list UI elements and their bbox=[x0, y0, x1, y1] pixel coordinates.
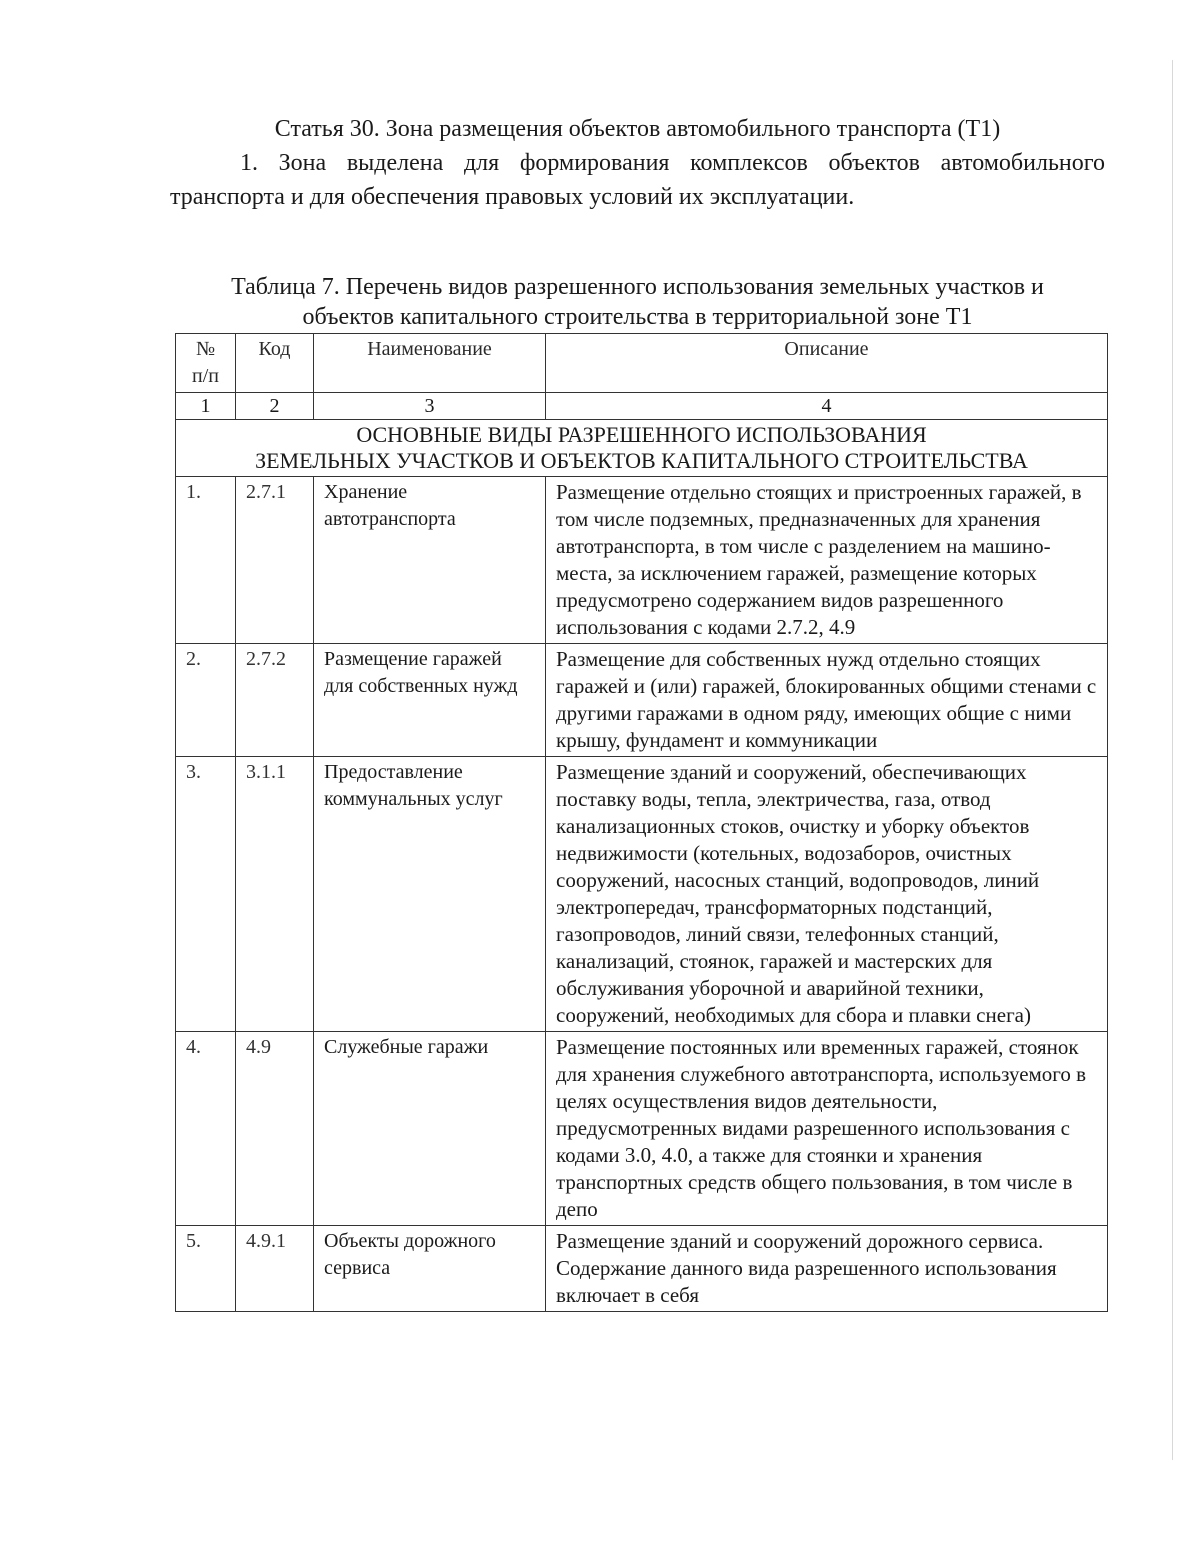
row-number: 3. bbox=[176, 757, 236, 1032]
table-caption-line-2: объектов капитального строительства в территориальной зоне Т1 bbox=[302, 304, 973, 330]
column-index-row bbox=[176, 393, 1108, 420]
table-row bbox=[176, 1032, 1108, 1226]
row-code: 2.7.2 bbox=[236, 644, 314, 757]
section-header-row bbox=[176, 420, 1108, 477]
section-header-line-1: ОСНОВНЫЕ ВИДЫ РАЗРЕШЕННОГО ИСПОЛЬЗОВАНИЯ bbox=[356, 422, 927, 447]
column-index: 3 bbox=[314, 393, 546, 420]
column-index: 2 bbox=[236, 393, 314, 420]
row-description: Размещение постоянных или временных гаражей, стоянок для хранения служебного автотранспорта, используемого в целях осуществления видов деятельности, предусмотренных видами разрешенного использования с кодами 3.0, 4.0, а также для стоянки и хранения транспортных средств общего пользования, в том числе в депо bbox=[546, 1032, 1108, 1226]
section-header bbox=[176, 420, 1108, 477]
row-description: Размещение зданий и сооружений, обеспечивающих поставку воды, тепла, электричества, газа, отвод канализационных стоков, очистку и уборку объектов недвижимости (котельных, водозаборов, очистных сооружений, насосных станций, водопроводов, линий электропередач, трансформаторных подстанций, газопроводов, линий связи, телефонных станций, канализаций, стоянок, гаражей и мастерских для обслуживания уборочной и аварийной техники, сооружений, необходимых для сбора и плавки снега) bbox=[546, 757, 1108, 1032]
row-code: 4.9.1 bbox=[236, 1226, 314, 1312]
row-name: Предоставление коммунальных услуг bbox=[314, 757, 546, 1032]
header-description: Описание bbox=[546, 334, 1108, 393]
row-code: 2.7.1 bbox=[236, 477, 314, 644]
column-index: 4 bbox=[546, 393, 1108, 420]
row-number: 5. bbox=[176, 1226, 236, 1312]
article-title: Статья 30. Зона размещения объектов автомобильного транспорта (Т1) bbox=[274, 116, 1001, 142]
table-row bbox=[176, 757, 1108, 1032]
article-heading bbox=[170, 112, 1105, 214]
header-code: Код bbox=[236, 334, 314, 393]
table-row bbox=[176, 477, 1108, 644]
row-description: Размещение отдельно стоящих и пристроенных гаражей, в том числе подземных, предназначенных для хранения автотранспорта, в том числе с разделением на машино-места, за исключением гаражей, размещение которых предусмотрено содержанием видов разрешенного использования с кодами 2.7.2, 4.9 bbox=[546, 477, 1108, 644]
row-number: 4. bbox=[176, 1032, 236, 1226]
scan-edge-mark bbox=[1172, 60, 1173, 1460]
permitted-use-table bbox=[175, 333, 1108, 1312]
row-description: Размещение для собственных нужд отдельно стоящих гаражей и (или) гаражей, блокированных общими стенами с другими гаражами в одном ряду, имеющих общие с ними крышу, фундамент и коммуникации bbox=[546, 644, 1108, 757]
table-row bbox=[176, 644, 1108, 757]
row-name: Объекты дорожного сервиса bbox=[314, 1226, 546, 1312]
table-caption-line-1: Таблица 7. Перечень видов разрешенного использования земельных участков и bbox=[231, 274, 1044, 300]
row-name: Размещение гаражей для собственных нужд bbox=[314, 644, 546, 757]
column-index: 1 bbox=[176, 393, 236, 420]
row-name: Служебные гаражи bbox=[314, 1032, 546, 1226]
row-number: 2. bbox=[176, 644, 236, 757]
row-code: 4.9 bbox=[236, 1032, 314, 1226]
table-caption bbox=[160, 272, 1115, 332]
row-code: 3.1.1 bbox=[236, 757, 314, 1032]
row-description: Размещение зданий и сооружений дорожного сервиса. Содержание данного вида разрешенного использования включает в себя bbox=[546, 1226, 1108, 1312]
table-header-row bbox=[176, 334, 1108, 393]
section-header-line-2: ЗЕМЕЛЬНЫХ УЧАСТКОВ И ОБЪЕКТОВ КАПИТАЛЬНОГО СТРОИТЕЛЬСТВА bbox=[255, 448, 1028, 473]
table-row bbox=[176, 1226, 1108, 1312]
header-num: № п/п bbox=[176, 334, 236, 393]
article-paragraph: 1. Зона выделена для формирования комплексов объектов автомобильного транспорта и для обеспечения правовых условий их эксплуатации. bbox=[170, 150, 1105, 210]
row-number: 1. bbox=[176, 477, 236, 644]
row-name: Хранение автотранспорта bbox=[314, 477, 546, 644]
header-name: Наименование bbox=[314, 334, 546, 393]
